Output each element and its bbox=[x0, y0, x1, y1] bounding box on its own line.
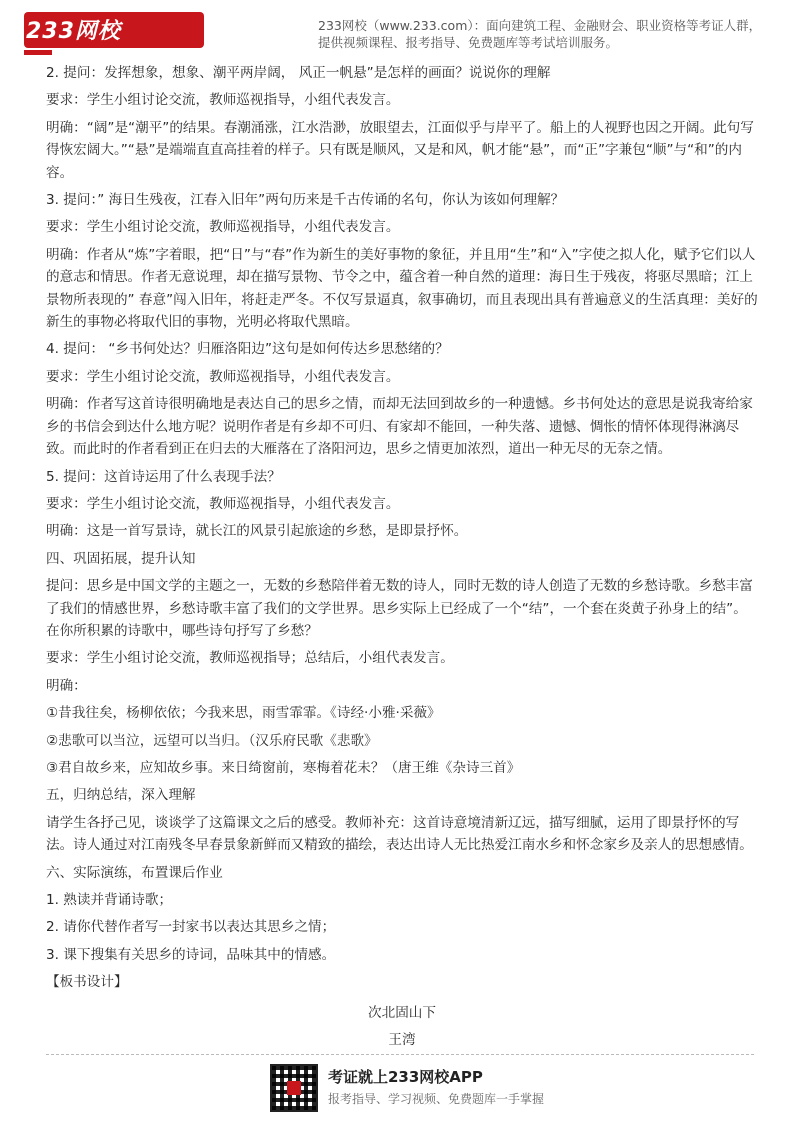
paragraph: 明确：“阔”是“潮平”的结果。春潮涌涨，江水浩渺，放眼望去，江面似乎与岸平了。船上的人视野也因之开阔。此句写得恢宏阔大。”“悬”是端端直直高挂着的样子。只有既是顺风，又是和风，帆才能“悬”，而“正”字兼包“顺”与“和”的内容。 bbox=[46, 119, 754, 181]
poem-quote: ②悲歌可以当泣，远望可以当归。（汉乐府民歌《悲歌》 bbox=[46, 732, 378, 749]
logo-accent bbox=[24, 50, 52, 55]
app-promo-title: 考证就上233网校APP bbox=[328, 1068, 483, 1086]
header-tagline-1: 233网校（www.233.com）：面向建筑工程、金融财会、职业资格等考证人群， bbox=[318, 18, 762, 33]
paragraph: 明确：作者写这首诗很明确地是表达自己的思乡之情，而却无法回到故乡的一种遗憾。乡书何处达的意思是说我寄给家乡的书信会到达什么地方呢？说明作者是有乡却不可归、有家却不能回，一种失落、遗憾、惆怅的情怀体现得淋漓尽致。而此时的作者看到正在归去的大雁落在了洛阳河边，思乡之情更加浓烈，道出一种无尽的无奈之情。 bbox=[46, 396, 753, 458]
site-logo-text: 233网校 bbox=[26, 19, 121, 44]
paragraph: 请学生各抒己见，谈谈学了这篇课文之后的感受。教师补充：这首诗意境清新辽远，描写细腻，运用了即景抒怀的写法。诗人通过对江南残冬早春景象新鲜而又精致的描绘，表达出诗人无比热爱江南水乡和怀念家乡及亲人的思想感情。 bbox=[46, 814, 753, 854]
paragraph: 明确：这是一首写景诗，就长江的风景引起旅途的乡愁，是即景抒怀。 bbox=[46, 523, 468, 540]
app-promo-subtitle: 报考指导、学习视频、免费题库一手掌握 bbox=[328, 1092, 545, 1106]
footer-divider bbox=[46, 1054, 754, 1055]
paragraph: 要求：学生小组讨论交流，教师巡视指导，小组代表发言。 bbox=[46, 219, 400, 236]
document-body bbox=[46, 62, 758, 1056]
homework-item: 2. 请你代替作者写一封家书以表达其思乡之情； bbox=[46, 919, 336, 936]
homework-item: 1. 熟读并背诵诗歌； bbox=[46, 892, 173, 908]
qr-logo-icon bbox=[287, 1081, 301, 1095]
header-tagline-2: 提供视频课程、报考指导、免费题库等考试培训服务。 bbox=[318, 35, 619, 50]
paragraph: 5. 提问：这首诗运用了什么表现手法？ bbox=[46, 468, 281, 485]
paragraph: 要求：学生小组讨论交流，教师巡视指导；总结后，小组代表发言。 bbox=[46, 650, 454, 667]
paragraph: 明确： bbox=[46, 677, 87, 694]
paragraph: 4. 提问： “乡书何处达？归雁洛阳边”这句是如何传达乡思愁绪的？ bbox=[46, 341, 449, 358]
board-title: 次北固山下 bbox=[368, 1004, 436, 1021]
poem-quote: ①昔我往矣，杨柳依依；今我来思，雨雪霏霏。《诗经·小雅·采薇》 bbox=[46, 705, 441, 722]
section-heading: 四、巩固拓展，提升认知 bbox=[46, 550, 196, 567]
board-author: 王湾 bbox=[388, 1032, 416, 1049]
board-design-heading: 【板书设计】 bbox=[46, 974, 128, 991]
section-heading: 六、实际演练，布置课后作业 bbox=[46, 864, 223, 881]
poem-quote: ③君自故乡来，应知故乡事。来日绮窗前，寒梅着花未？（唐王维《杂诗三首》 bbox=[46, 759, 521, 776]
paragraph: 2. 提问：发挥想象，想象、潮平两岸阔， 风正一帆悬”是怎样的画面？说说你的理解 bbox=[46, 65, 551, 81]
paragraph: 提问：思乡是中国文学的主题之一，无数的乡愁陪伴着无数的诗人，同时无数的诗人创造了无数的乡愁诗歌。乡愁丰富了我们的情感世界，乡愁诗歌丰富了我们的文学世界。思乡实际上已经成了一个“结”，一个套在炎黄子孙身上的结”。 在你所积累的诗歌中，哪些诗句抒写了乡愁？ bbox=[46, 578, 753, 639]
paragraph: 3. 提问：” 海日生残夜，江春入旧年”两句历来是千古传诵的名句，你认为该如何理解？ bbox=[46, 192, 565, 209]
section-heading: 五，归纳总结，深入理解 bbox=[46, 787, 196, 804]
paragraph: 要求：学生小组讨论交流，教师巡视指导，小组代表发言。 bbox=[46, 92, 400, 109]
page-header bbox=[0, 0, 800, 56]
paragraph: 要求：学生小组讨论交流，教师巡视指导，小组代表发言。 bbox=[46, 368, 400, 385]
paragraph: 明确：作者从“炼”字着眼，把“日”与“春”作为新生的美好事物的象征，并且用“生”和“入”字使之拟人化，赋予它们以人的意志和情思。作者无意说理，却在描写景物、节令之中，蕴含着一种自然的道理：海日生于残夜，将驱尽黑暗；江上景物所表现的” 春意”闯入旧年，将赶走严冬。不仅写景逼真，叙事确切，而且表现出具有普遍意义的生活真理：美好的新生的事物必将取代旧的事物，光明必将取代黑暗。 bbox=[46, 246, 758, 331]
paragraph: 要求：学生小组讨论交流，教师巡视指导，小组代表发言。 bbox=[46, 495, 400, 512]
homework-item: 3. 课下搜集有关思乡的诗词，品味其中的情感。 bbox=[46, 946, 336, 963]
